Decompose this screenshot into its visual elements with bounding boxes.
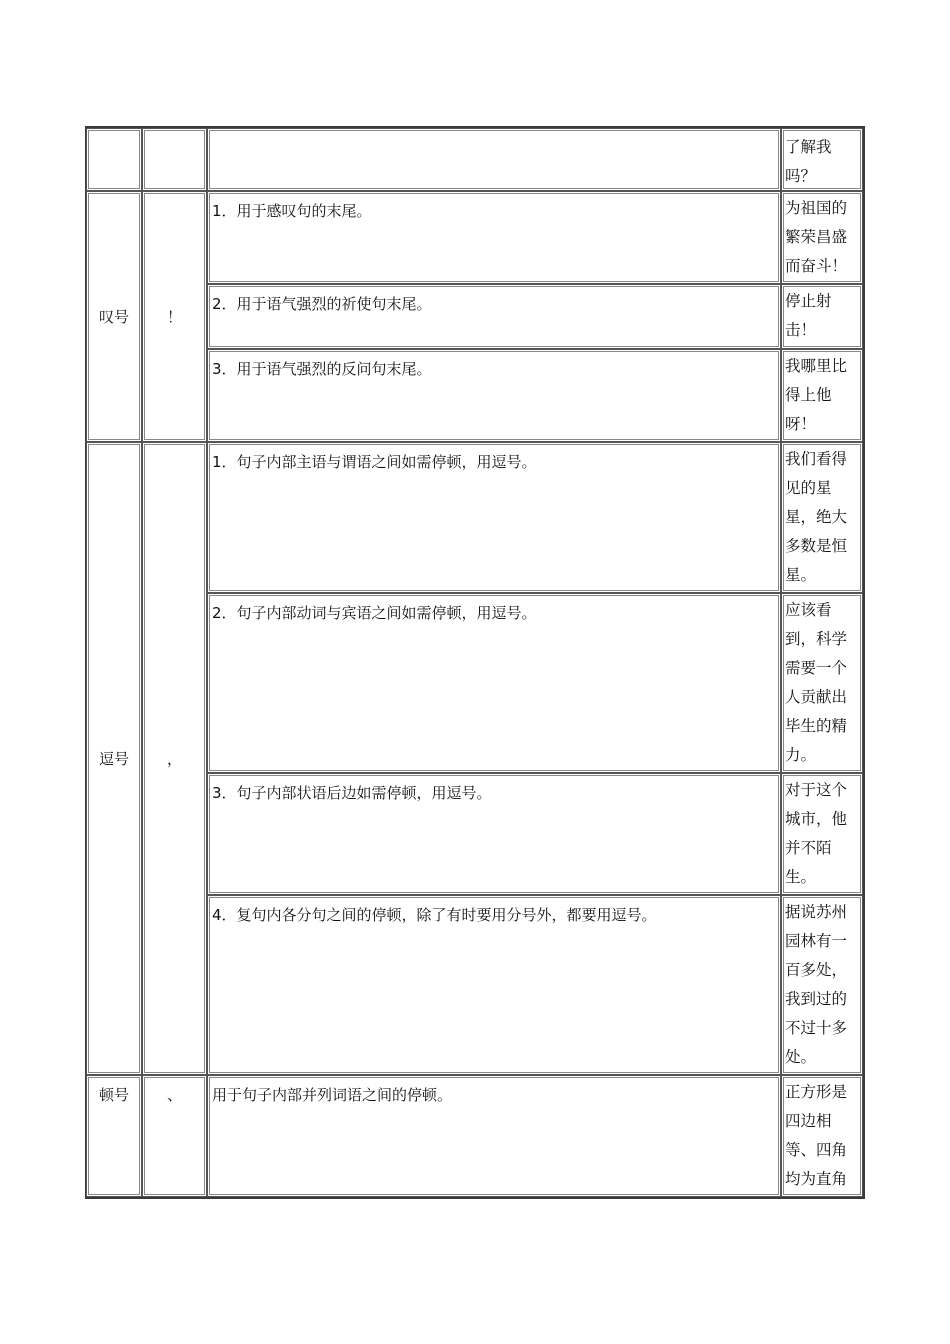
- example-cell: 正方形是四边相等、四角均为直角: [781, 1075, 863, 1197]
- example-cell: 为祖国的繁荣昌盛而奋斗！: [781, 191, 863, 284]
- usage-cell: 1．句子内部主语与谓语之间如需停顿，用逗号。: [207, 442, 781, 593]
- punctuation-symbol-exclamation: ！: [142, 191, 207, 442]
- usage-cell: 2．用于语气强烈的祈使句末尾。: [207, 284, 781, 349]
- usage-cell: 2．句子内部动词与宾语之间如需停顿，用逗号。: [207, 593, 781, 773]
- usage-cell: 3．用于语气强烈的反问句末尾。: [207, 349, 781, 442]
- punctuation-name-exclamation: 叹号: [86, 191, 142, 442]
- punctuation-name-comma: 逗号: [86, 442, 142, 1075]
- usage-cell: 4．复句内各分句之间的停顿，除了有时要用分号外，都要用逗号。: [207, 895, 781, 1075]
- example-cell: 对于这个城市，他并不陌生。: [781, 773, 863, 895]
- example-cell: 我哪里比得上他呀！: [781, 349, 863, 442]
- usage-cell: 用于句子内部并列词语之间的停顿。: [207, 1075, 781, 1197]
- example-cell: 我们看得见的星星，绝大多数是恒星。: [781, 442, 863, 593]
- usage-cell: 1．用于感叹句的末尾。: [207, 191, 781, 284]
- example-cell: 停止射击！: [781, 284, 863, 349]
- example-cell: 了解我吗？: [781, 128, 863, 191]
- name-cell-empty: [86, 128, 142, 191]
- punctuation-name-enum-comma: 顿号: [86, 1075, 142, 1197]
- symbol-cell-empty: [142, 128, 207, 191]
- example-cell: 据说苏州园林有一百多处，我到过的不过十多处。: [781, 895, 863, 1075]
- usage-cell-empty: [207, 128, 781, 191]
- example-cell: 应该看到，科学需要一个人贡献出毕生的精力。: [781, 593, 863, 773]
- punctuation-symbol-comma: ，: [142, 442, 207, 1075]
- punctuation-symbol-enum-comma: 、: [142, 1075, 207, 1197]
- usage-cell: 3．句子内部状语后边如需停顿，用逗号。: [207, 773, 781, 895]
